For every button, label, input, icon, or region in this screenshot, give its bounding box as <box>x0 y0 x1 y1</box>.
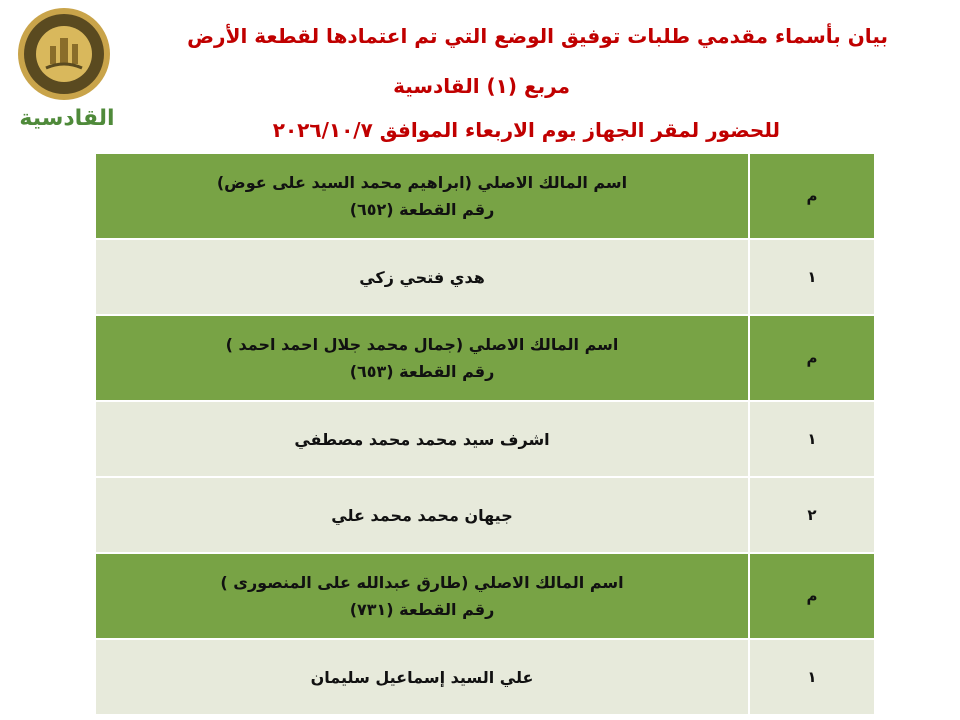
table-row <box>96 154 874 240</box>
applicant-name: هدي فتحي زكي <box>359 267 485 287</box>
applicant-name: اشرف سيد محمد محمد مصطفي <box>294 429 550 449</box>
table-row <box>96 554 874 640</box>
table-row <box>96 240 874 316</box>
table-row <box>96 316 874 402</box>
table-row <box>96 640 874 716</box>
row-number: ٢ <box>748 478 874 552</box>
row-number: ١ <box>748 640 874 714</box>
owner-name: اسم المالك الاصلي (جمال محمد جلال احمد احمد ) <box>225 335 619 354</box>
owner-name: اسم المالك الاصلي (طارق عبدالله على المنصورى ) <box>220 573 624 592</box>
applicants-table <box>96 154 874 716</box>
plot-number: رقم القطعة (٧٣١) <box>349 600 495 619</box>
owner-cell <box>96 316 748 400</box>
title-line-2: مربع (١) القادسية <box>393 74 570 98</box>
owner-cell <box>96 554 748 638</box>
row-number: م <box>748 316 874 400</box>
applicant-name: جيهان محمد محمد علي <box>331 505 513 525</box>
table-row <box>96 402 874 478</box>
table-row <box>96 478 874 554</box>
logo-city-name: القادسية <box>19 106 115 131</box>
title-line-1: بيان بأسماء مقدمي طلبات توفيق الوضع التي تم اعتمادها لقطعة الأرض <box>187 24 888 48</box>
plot-number: رقم القطعة (٦٥٢) <box>349 200 495 219</box>
title-line-3: للحضور لمقر الجهاز يوم الاربعاء الموافق ٢٠٢٦/١٠/٧ <box>272 118 780 142</box>
owner-cell <box>96 154 748 238</box>
row-number: م <box>748 154 874 238</box>
row-number: ١ <box>748 402 874 476</box>
applicant-name: علي السيد إسماعيل سليمان <box>310 667 534 687</box>
city-seal-icon <box>16 6 112 102</box>
owner-name: اسم المالك الاصلي (ابراهيم محمد السيد على عوض) <box>216 173 628 192</box>
plot-number: رقم القطعة (٦٥٣) <box>349 362 495 381</box>
logo <box>12 6 115 138</box>
row-number: ١ <box>748 240 874 314</box>
row-number: م <box>748 554 874 638</box>
